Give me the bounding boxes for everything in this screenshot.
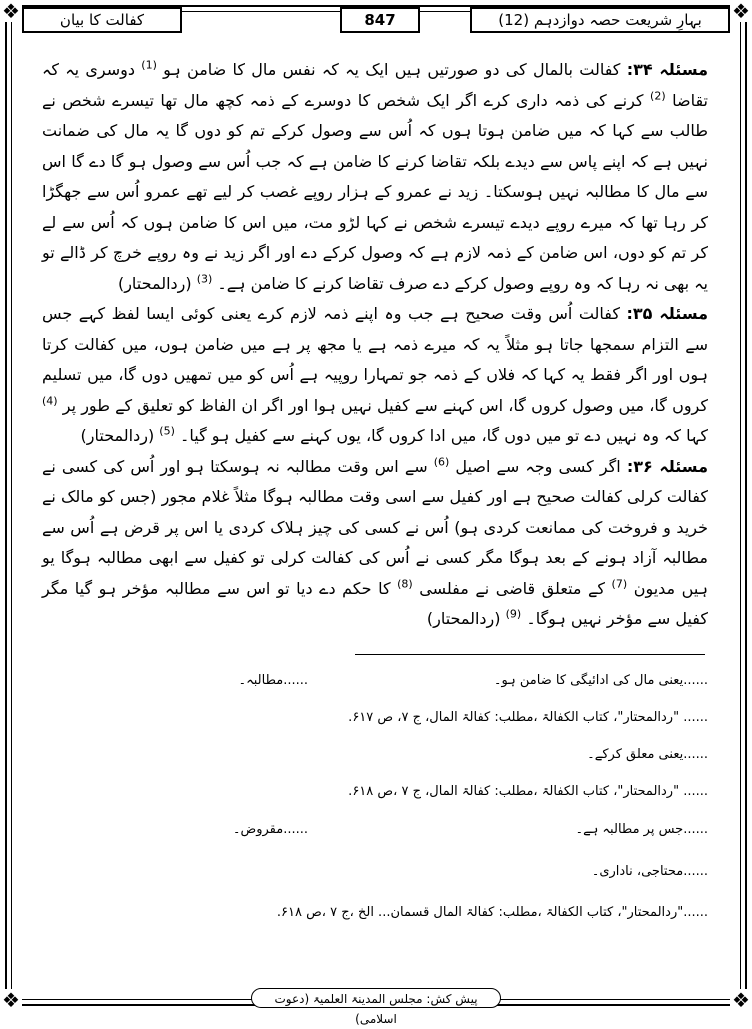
corner-ornament-icon: ❖: [0, 0, 22, 22]
footnote-marker: (2): [650, 89, 666, 103]
publisher-footer: پیش کش: مجلس المدینۃ العلمیۃ (دعوت اسلامی): [251, 988, 501, 1008]
footnote-5: ...... "ردالمحتار"، کتاب الکفالۃ ،مطلب: کفالۃ المال، ج ۷ ،ص ۶۱۸.: [348, 784, 708, 799]
footnote-3: ...... "ردالمحتار"، کتاب الکفالۃ ،مطلب: کفالۃ المال، ج ۷، ص ۶۱۷.: [348, 710, 708, 725]
footnote-marker: (6): [433, 455, 450, 469]
footnote-9: ......"ردالمحتار"، کتاب الکفالۃ ،مطلب: کفالۃ المال قسمان... الخ ،ج ۷ ،ص ۶۱۸.: [276, 905, 708, 920]
paragraph-text: کفالت اُس وقت صحیح ہے جب وہ اپنے ذمہ لازم کرے یعنی کوئی ایسا لفظ کہے جس سے التزام سمجھا جاتا ہو مثلاً یہ کہ میرے ذمہ ہے یا مجھ پر ہے میں ضامن ہوں، میں کفالت کرتا ہوں اور اگر فقط یہ کہا کہ فلاں کے ذمہ جو تمہارا روپیہ ہے اُس کو میں تمھیں دوں گا، میں تسلیم کروں گا، میں وصول کروں گا، اس کہنے سے کفیل نہیں ہوا اور اگر ان الفاظ کو تعلیق کے طور پر: [42, 304, 709, 415]
paragraph-text: دوسری یہ کہ تقاضا: [42, 60, 708, 110]
footnote-6: ......جس پر مطالبہ ہے۔: [575, 822, 708, 837]
footnote-marker: (1): [141, 58, 157, 72]
footnote-marker: (5): [159, 424, 175, 438]
page-header: [22, 4, 730, 34]
chapter-title: کفالت کا بیان: [22, 7, 182, 33]
corner-ornament-icon: ❖: [730, 989, 752, 1011]
paragraph-text: کرنے کی ذمہ داری کرے اگر ایک شخص کا دوسرے کے ذمہ کچھ مال تھا تیسرے شخص نے طالب سے کہا کہ میں ضامن ہوتا ہوں کہ اُس سے وصول کرکے تم کو دوں گا یہ مال کی ضمانت نہیں ہے کہ اپنے پاس سے دیدے بلکہ تقاضا کرنے کا ضامن ہے کہ جب اُس سے وصول ہو گا دے گا اس سے مال کا مطالبہ نہیں ہوسکتا۔ زید نے عمرو کے ہزار روپے غصب کر لیے تھے عمرو اُس سے جھگڑا کر رہا تھا کہ میرے روپے دیدے تیسرے شخص نے کہا لڑو مت، میں اس کا ضامن ہوں کہ اُس سے لے کر تم کو دوں، اس ضامن کے ذمہ لازم ہے کہ وصول کرکے دے اور اگر زید نے وہ روپے خرچ کر ڈالے تو یہ بھی نہ رہا کہ وہ روپے وصول کرکے دے صرف تقاضا کرنے کا ضامن ہے۔: [42, 90, 709, 293]
paragraph-masala-36: [42, 452, 708, 635]
footnote-7: ......مقروض۔: [232, 822, 308, 837]
masala-heading: مسئلہ ۳۴:: [626, 60, 709, 79]
paragraph-text: کا حکم دے دیا تو اس سے مطالبہ مؤخر ہو گیا مگر کفیل سے مؤخر نہیں ہوگا۔: [42, 578, 708, 628]
corner-ornament-icon: ❖: [730, 0, 752, 22]
paragraph-text: سے اس وقت مطالبہ نہ ہوسکتا ہو اور اُس کی کسی نے کفالت کرلی کفالت صحیح ہے اور کفیل سے اسی وقت مطالبہ ہوگا مثلاً غلام مجور (جس کو مالک نے خرید و فروخت کی ممانعت کردی ہو) اُس نے کسی کی چیز ہلاک کردی یا اس پر قرض ہے اُس سے مطالبہ آزاد ہونے کے بعد ہوگا مگر کسی نے اُس کی کفالت کرلی تو کفیل سے ابھی مطالبہ ہوگا یو ہیں مدیون: [42, 456, 709, 598]
paragraph-text: کفالت بالمال کی دو صورتیں ہیں ایک یہ کہ نفس مال کا ضامن ہو: [163, 60, 621, 79]
paragraph-masala-35: [42, 299, 708, 452]
book-title: بہارِ شریعت حصہ دوازدہم (12): [470, 7, 730, 33]
reference: (ردالمحتار): [426, 609, 501, 628]
footnote-marker: (8): [397, 577, 413, 591]
footnote-marker: (9): [505, 607, 522, 621]
footnote-1: ......یعنی مال کی ادائیگی کا ضامن ہو۔: [493, 673, 708, 688]
footnote-marker: (7): [611, 577, 628, 591]
main-text: [42, 55, 708, 635]
masala-heading: مسئلہ ۳۶:: [626, 456, 708, 476]
footnote-marker: (4): [42, 394, 58, 408]
page-number: 847: [340, 7, 420, 33]
footnote-marker: (3): [196, 272, 213, 286]
paragraph-text: اگر کسی وجہ سے اصیل: [455, 456, 621, 476]
footnote-8: ......محتاجی، ناداری۔: [591, 864, 708, 879]
paragraph-text: کہا کہ وہ نہیں دے تو میں دوں گا، میں ادا کروں گا، یوں کہنے سے کفیل ہو گیا۔: [179, 426, 708, 445]
reference: (ردالمحتار): [80, 426, 155, 445]
footnote-divider: [355, 654, 705, 655]
paragraph-text: کے متعلق قاضی نے مفلسی: [419, 578, 605, 598]
footnote-2: ......مطالبہ۔: [238, 673, 308, 688]
reference: (ردالمحتار): [117, 273, 192, 293]
footnote-4: ......یعنی معلق کرکے۔: [587, 747, 708, 762]
paragraph-masala-34: [42, 55, 708, 299]
corner-ornament-icon: ❖: [0, 989, 22, 1011]
masala-heading: مسئلہ ۳۵:: [626, 304, 709, 323]
